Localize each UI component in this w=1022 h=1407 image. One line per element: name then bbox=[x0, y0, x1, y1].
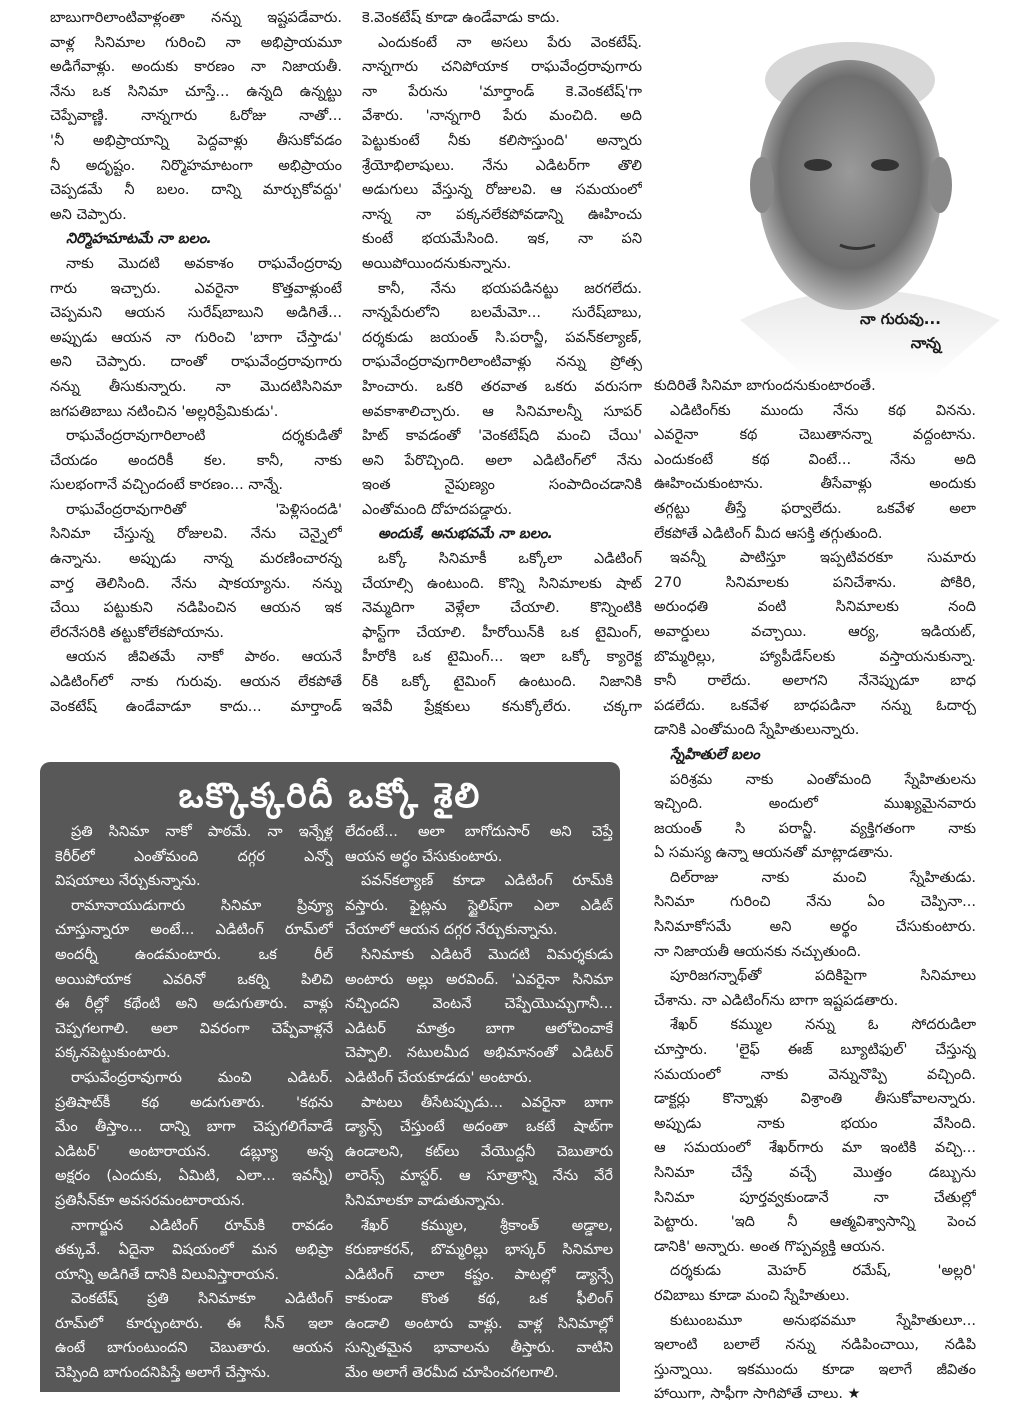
text-line: ఫాస్ట్‌గా చేయాలి. హీరోయిన్‌కి ఒక టైమింగ్, bbox=[362, 624, 642, 641]
text-line: పడలేదు. ఒకవేళ బాధపడినా నన్ను ఓదార్చ bbox=[654, 697, 976, 714]
text-line: హాయిగా, సాఫీగా సాగిపోతే చాలు. ★ bbox=[654, 1386, 861, 1403]
text-line: కెరీర్‌లో ఎంతోమంది దగ్గర ఎన్నో bbox=[55, 848, 333, 865]
text-line: ప్రతిసీన్‌కూ అవసరమంటారాయన. bbox=[55, 1192, 246, 1209]
photo-caption bbox=[860, 307, 941, 355]
text-line: మేం తీస్తాం... దాన్ని బాగా చెప్పగలిగేవాడే bbox=[55, 1119, 333, 1136]
text-line: శ్రేయోభిలాషులు. నేను ఎడిటర్‌గా తొలి bbox=[362, 157, 642, 174]
text-line: రూమ్‌లో కూర్చుంటారు. ఈ సీన్ ఇలా bbox=[55, 1315, 333, 1332]
text-line: విషయాలు నేర్చుకున్నాను. bbox=[55, 873, 201, 890]
text-line: ఎడిటింగ్ చాలా కష్టం. పాటల్లో డ్యాన్సే bbox=[345, 1266, 613, 1283]
article-column-1 bbox=[50, 6, 342, 719]
text-line: తగ్గట్టు తీస్తే ఫర్వాలేదు. ఒకవేళ అలా bbox=[654, 500, 976, 517]
text-line: చెప్పగలగాలి. అలా వివరంగా చెప్పేవాళ్లనే bbox=[55, 1020, 333, 1037]
text-line: లేకపోతే ఎడిటింగ్ మీద ఆసక్తి తగ్గుతుంది. bbox=[654, 525, 883, 542]
text-line: వాళ్ల సినిమాల గురించి నా అభిప్రాయమూ bbox=[50, 34, 342, 51]
box-column-1 bbox=[55, 820, 333, 1386]
text-line: వేశారు. 'నాన్నగారి పేరు మంచిది. అది bbox=[362, 108, 642, 125]
text-line: చూస్తున్నారూ అంటే... ఎడిటింగ్ రూమ్‌లో bbox=[55, 922, 333, 939]
text-line: సినిమాలకూ వాడుతున్నాను. bbox=[345, 1192, 505, 1209]
text-line: చెప్పమని ఆయన సురేష్‌బాబుని అడిగితే... bbox=[50, 305, 342, 322]
text-line: కాకుండా కొంత కథ, ఒక ఫీలింగ్ bbox=[345, 1291, 613, 1308]
text-line: చెప్పడమే నీ బలం. దాన్ని మార్చుకోవద్దు' bbox=[50, 182, 342, 199]
text-line: హిట్ కావడంతో 'వెంకటేష్‌ది మంచి చేయి' bbox=[362, 428, 642, 445]
text-line: స్తున్నాయి. ఇకముందు కూడా ఇలాగే జీవితం bbox=[654, 1361, 976, 1378]
text-line: తక్కువే. ఏదైనా విషయంలో మన అభిప్రా bbox=[55, 1242, 333, 1259]
text-line: సులభంగానే వచ్చిందంటే కారణం... నాన్నే. bbox=[50, 477, 283, 494]
text-line: అయిపోయాక ఎవరినో ఒకర్ని పిలిచి bbox=[55, 971, 333, 988]
text-line: లేరనేసరికి తట్టుకోలేకపోయాను. bbox=[50, 624, 224, 641]
text-line: ఉంటే బాగుంటుందని చెబుతారు. ఆయన bbox=[55, 1340, 333, 1357]
article-column-3 bbox=[654, 374, 976, 1407]
text-line: కుటుంబమూ అనుభవమూ స్నేహితులూ... bbox=[670, 1312, 976, 1329]
text-line: ఎవరైనా కథ చెబుతానన్నా వద్దంటాను. bbox=[654, 427, 976, 444]
text-line: 'నీ అభిప్రాయాన్ని పెద్దవాళ్లు తీసుకోవడం bbox=[50, 132, 342, 149]
box-column-2 bbox=[345, 820, 613, 1386]
text-line: మేం అలాగే తెరమీద చూపించగలగాలి. bbox=[345, 1365, 559, 1382]
text-line: ప్రతి సినిమా నాకో పాఠమే. నా ఇన్నేళ్ల bbox=[71, 824, 333, 840]
text-line: రామానాయుడుగారు సినిమా ప్రివ్యూ bbox=[71, 897, 333, 914]
text-line: ఇవన్నీ పాటిస్తూ ఇప్పటివరకూ సుమారు bbox=[670, 550, 976, 567]
text-line: కుదిరితే సినిమా బాగుందనుకుంటారంతే. bbox=[654, 378, 876, 394]
section-subheading: నిర్మొహమాటమే నా బలం. bbox=[66, 231, 212, 248]
text-line: లేదంటే... అలా బాగోదుసార్ అని చెప్తే bbox=[345, 824, 613, 840]
text-line: పెట్టారు. 'ఇది నీ ఆత్మవిశ్వాసాన్ని పెంచ bbox=[654, 1214, 976, 1231]
text-line: ఆయన అర్థం చేసుకుంటారు. bbox=[345, 848, 503, 865]
text-line: డాక్టర్లు కొన్నాళ్లు విశ్రాంతి తీసుకోవాలన్నారు. bbox=[654, 1091, 976, 1108]
text-line: ఉండాలని, కట్‌లు వేయొద్దనీ చెబుతారు bbox=[345, 1143, 613, 1160]
section-subheading: అందుకే, అనుభవమే నా బలం. bbox=[378, 526, 553, 543]
text-line: వెంకటేష్ ఉండేవాడూ కాదు... మార్తాండ్ bbox=[50, 698, 342, 715]
text-line: నా పేరును 'మార్తాండ్ కె.వెంకటేష్'గా bbox=[362, 83, 642, 100]
text-line: అడుగులు వేస్తున్న రోజులవి. ఆ సమయంలో bbox=[362, 182, 642, 199]
text-line: సినిమాకోసమే అని అర్థం చేసుకుంటారు. bbox=[654, 919, 976, 936]
text-line: లారెన్స్ మాస్టర్. ఆ సూత్రాన్ని నేను వేరే bbox=[345, 1168, 613, 1185]
text-line: ఇలాంటి బలాలే నన్ను నడిపించాయి, నడిపి bbox=[654, 1337, 976, 1354]
text-line: నచ్చిందని వెంటనే చెప్పేయొచ్చుగానీ... bbox=[345, 996, 613, 1013]
text-line: డ్యాన్స్ చేస్తుంటే అదంతా ఒకటే షాట్‌గా bbox=[345, 1119, 613, 1136]
text-line: రాఘవేంద్రరావుగారు మంచి ఎడిటర్. bbox=[71, 1069, 333, 1086]
text-line: నన్ను తీసుకున్నారు. నా మొదటిసినిమా bbox=[50, 378, 342, 395]
text-line: సమయంలో నాకు వెన్నునొప్పి వచ్చింది. bbox=[654, 1066, 976, 1083]
text-line: ఎడిటర్ మాత్రం బాగా ఆలోచించాకే bbox=[345, 1020, 613, 1037]
text-line: కానీ రాలేదు. అలాగని నేనెప్పుడూ బాధ bbox=[654, 673, 976, 690]
text-line: హీరోకి ఒక టైమింగ్... ఇలా ఒక్కో క్యారెక్ట bbox=[362, 649, 642, 666]
text-line: శేఖర్ కమ్ముల నన్ను ఓ సోదరుడిలా bbox=[670, 1017, 976, 1034]
text-line: అవకాశాలిచ్చారు. ఆ సినిమాలన్నీ సూపర్ bbox=[362, 403, 642, 420]
text-line: ఈ రీల్లో కథేంటి అని అడుగుతారు. వాళ్లు bbox=[55, 996, 333, 1013]
text-line: నాన్న నా పక్కనలేకపోవడాన్ని ఊహించు bbox=[362, 206, 642, 223]
text-line: ఏ సమస్య ఉన్నా ఆయనతో మాట్లాడతాను. bbox=[654, 845, 894, 862]
text-line: అక్షరం (ఎందుకు, ఏమిటి, ఎలా... ఇవన్నీ) bbox=[55, 1168, 333, 1185]
text-line: ప్రతిషాట్‌కీ కథ అడుగుతారు. 'కథను bbox=[55, 1094, 333, 1111]
text-line: చెప్పేవాణ్ణి. నాన్నగారు ఓరోజు నాతో... bbox=[50, 108, 342, 125]
text-line: జయంత్ సి పరాన్జీ. వ్యక్తిగతంగా నాకు bbox=[654, 820, 976, 837]
text-line: చెప్పింది బాగుందనిపిస్తే అలాగే చేస్తాను. bbox=[55, 1365, 271, 1382]
box-title: ఒక్కొక్కరిదీ ఒక్కో శైలి bbox=[178, 776, 482, 816]
text-line: ఎడిటింగ్‌లో నాకు గురువు. ఆయన లేకపోతే bbox=[50, 674, 342, 691]
text-line: నా నిజాయతీ ఆయనకు నచ్చుతుంది. bbox=[654, 943, 862, 960]
text-line: 270 సినిమాలకు పనిచేశాను. పోకిరి, bbox=[654, 574, 976, 591]
caption-line: నా గురువు... bbox=[860, 310, 941, 328]
text-line: ఎడిటింగ్ చేయకూడదు' అంటారు. bbox=[345, 1069, 533, 1086]
text-line: పరిశ్రమ నాకు ఎంతోమంది స్నేహితులను bbox=[670, 771, 976, 788]
sidebar-box bbox=[40, 762, 620, 1392]
text-line: సినిమా గురించి నేను ఏం చెప్పినా... bbox=[654, 894, 976, 911]
text-line: యాన్ని అడిగితే దానికి విలువిస్తారాయన. bbox=[55, 1266, 280, 1283]
text-line: సినిమా పూర్తవ్వకుండానే నా చేతుల్లో bbox=[654, 1189, 976, 1206]
section-subheading: స్నేహితులే బలం bbox=[670, 746, 760, 763]
text-line: ర్‌కి ఒక్కో టైమింగ్ ఉంటుంది. నిజానికి bbox=[362, 674, 642, 691]
text-line: సున్నితమైన భావాలను తీస్తారు. వాటిని bbox=[345, 1340, 613, 1357]
text-line: దిల్‌రాజు నాకు మంచి స్నేహితుడు. bbox=[670, 869, 976, 886]
text-line: నీ అదృష్టం. నిర్మొహమాటంగా అభిప్రాయం bbox=[50, 157, 342, 174]
text-line: డానికి' అన్నారు. అంత గొప్పవ్యక్తి ఆయన. bbox=[654, 1238, 886, 1255]
text-line: ఉన్నాను. అప్పుడు నాన్న మరణించారన్న bbox=[50, 551, 342, 568]
text-line: అరుంధతి వంటి సినిమాలకు నంది bbox=[654, 599, 976, 616]
text-line: అడిగేవాళ్లు. అందుకు కారణం నా నిజాయతీ. bbox=[50, 59, 342, 76]
text-line: కె.వెంకటేష్ కూడా ఉండేవాడు కాదు. bbox=[362, 10, 560, 26]
text-line: పక్కనపెట్టుకుంటారు. bbox=[55, 1045, 171, 1062]
text-line: ఇచ్చింది. అందులో ముఖ్యమైనవారు bbox=[654, 796, 976, 813]
text-line: నాగార్జున ఎడిటింగ్ రూమ్‌కి రావడం bbox=[71, 1217, 333, 1234]
text-line: జగపతిబాబు నటించిన 'అల్లరిప్రేమికుడు'. bbox=[50, 403, 279, 420]
text-line: గారు ఇచ్చారు. ఎవరైనా కొత్తవాళ్లుంటే bbox=[50, 280, 342, 297]
text-line: పెట్టుకుంటే నీకు కలిసొస్తుంది' అన్నారు bbox=[362, 132, 642, 149]
text-line: చెప్పాలి. నటులమీద అభిమానంతో ఎడిటర్ bbox=[345, 1045, 613, 1062]
text-line: పూరిజగన్నాథ్‌తో పదికిపైగా సినిమాలు bbox=[670, 968, 976, 985]
text-line: సినిమాకు ఎడిటరే మొదటి విమర్శకుడు bbox=[361, 946, 613, 963]
text-line: సినిమా చేస్తున్న రోజులవి. నేను చెన్నైలో bbox=[50, 526, 342, 543]
text-line: వస్తారు. ఫైట్లను స్టైలిష్‌గా ఎలా ఎడిట్ bbox=[345, 897, 613, 914]
text-line: కుంటే భయమేసింది. ఇక, నా పని bbox=[362, 231, 642, 248]
text-line: నాన్నపేరులోని బలమేమో... సురేష్‌బాబు, bbox=[362, 305, 642, 322]
text-line: అప్పుడు ఆయన నా గురించి 'బాగా చేస్తాడు' bbox=[50, 329, 342, 346]
text-line: నెమ్మదిగా వెళ్లేలా చేయాలి. కొన్నింటికి bbox=[362, 600, 642, 617]
text-line: శేఖర్ కమ్ముల, శ్రీకాంత్ అడ్డాల, bbox=[361, 1217, 613, 1234]
text-line: చేయి పట్టుకుని నడిపించిన ఆయన ఇక bbox=[50, 600, 342, 617]
article-column-2 bbox=[362, 6, 642, 719]
text-line: సినిమా చేస్తే వచ్చే మొత్తం డబ్బును bbox=[654, 1165, 976, 1181]
text-line: రాఘవేంద్రరావుగారితో 'పెళ్లిసందడి' bbox=[66, 501, 342, 518]
text-line: పవన్‌కల్యాణ్ కూడా ఎడిటింగ్ రూమ్‌కి bbox=[361, 873, 613, 890]
text-line: ఇంత నైపుణ్యం సంపాదించడానికి bbox=[362, 477, 642, 494]
text-line: ఇవేవీ ప్రేక్షకులు కనుక్కోలేరు. చక్కగా bbox=[362, 698, 642, 715]
text-line: ఉండాలి అంటారు వాళ్లు. వాళ్ల సినిమాల్లో bbox=[345, 1315, 613, 1332]
text-line: నాన్నగారు చనిపోయాక రాఘవేంద్రరావుగారు bbox=[362, 59, 642, 76]
text-line: బొమ్మరిల్లు, హ్యాపీడేస్‌లకు వస్తాయనుకున్నా. bbox=[654, 648, 976, 665]
text-line: ఎంతోమంది దోహదపడ్డారు. bbox=[362, 501, 513, 518]
text-line: కరుణాకరన్, బొమ్మరిల్లు భాస్కర్ సినిమాల bbox=[345, 1242, 613, 1259]
text-line: ఎందుకంటే కథ వింటే... నేను అది bbox=[654, 451, 976, 468]
text-line: అందర్నీ ఉండమంటారు. ఒక రీల్ bbox=[55, 946, 333, 963]
text-line: ఊహించుకుంటాను. తీసేవాళ్లు అందుకు bbox=[654, 476, 976, 493]
text-line: దర్శకుడు మెహర్ రమేష్, 'అల్లరి' bbox=[670, 1263, 976, 1280]
text-line: రాఘవేంద్రరావుగారిలాంటివాళ్లు నన్ను ప్రోత్స bbox=[362, 354, 642, 371]
text-line: దర్శకుడు జయంత్ సి.పరాన్జీ, పవన్‌కల్యాణ్, bbox=[362, 329, 642, 346]
text-line: అంటారు అల్లు అరవింద్. 'ఎవరైనా సినిమా bbox=[345, 971, 613, 988]
text-line: చేయాల్సి ఉంటుంది. కొన్ని సినిమాలకు షాట్ bbox=[362, 575, 642, 592]
text-line: అయిపోయిందనుకున్నాను. bbox=[362, 255, 512, 272]
text-line: ఆ సమయంలో శేఖర్‌గారు మా ఇంటికి వచ్చి... bbox=[654, 1140, 976, 1157]
text-line: వార్త తెలిసింది. నేను షాకయ్యాను. నన్ను bbox=[50, 575, 342, 592]
text-line: ఎడిటర్' అంటారాయన. డబ్ల్యూ అన్న bbox=[55, 1143, 333, 1160]
text-line: ఎడిటింగ్‌కు ముందు నేను కథ వినను. bbox=[670, 402, 976, 419]
text-line: వెంకటేష్ ప్రతి సినిమాకూ ఎడిటింగ్ bbox=[71, 1291, 333, 1308]
text-line: అని చెప్పారు. bbox=[50, 206, 127, 223]
text-line: పాటలు తీసేటప్పుడు... ఎవరైనా బాగా bbox=[361, 1094, 613, 1111]
text-line: అప్పుడు నాకు భయం వేసింది. bbox=[654, 1115, 976, 1132]
text-line: చేయడం అందరికీ కల. కానీ, నాకు bbox=[50, 452, 342, 469]
text-line: అవార్డులు వచ్చాయి. ఆర్య, ఇడియట్, bbox=[654, 623, 976, 640]
text-line: అని పేరొచ్చింది. అలా ఎడిటింగ్‌లో నేను bbox=[362, 452, 642, 469]
text-line: ఒక్కో సినిమాకీ ఒక్కోలా ఎడిటింగ్ bbox=[378, 551, 642, 568]
text-line: హించారు. ఒకరి తరవాత ఒకరు వరుసగా bbox=[362, 378, 642, 395]
text-line: నాకు మొదటి అవకాశం రాఘవేంద్రరావు bbox=[66, 255, 342, 272]
text-line: ఆయన జీవితమే నాకో పాఠం. ఆయనే bbox=[66, 649, 342, 666]
text-line: చేయాలో ఆయన దగ్గర నేర్చుకున్నాను. bbox=[345, 922, 558, 939]
text-line: బాబుగారిలాంటివాళ్లంతా నన్ను ఇష్టపడేవారు. bbox=[50, 10, 342, 26]
text-line: రాఘవేంద్రరావుగారిలాంటి దర్శకుడితో bbox=[66, 428, 342, 445]
text-line: డానికి ఎంతోమంది స్నేహితులున్నారు. bbox=[654, 722, 860, 739]
text-line: చూస్తారు. 'లైఫ్ ఈజ్ బ్యూటిఫుల్' చేస్తున్న bbox=[654, 1042, 976, 1059]
text-line: కానీ, నేను భయపడినట్టు జరగలేదు. bbox=[378, 280, 642, 297]
caption-line: నాన్న bbox=[910, 334, 941, 352]
text-line: నేను ఒక సినిమా చూస్తే... ఉన్నది ఉన్నట్టు bbox=[50, 83, 342, 100]
text-line: రవిబాబు కూడా మంచి స్నేహితులు. bbox=[654, 1287, 850, 1304]
text-line: అని చెప్పారు. దాంతో రాఘవేంద్రరావుగారు bbox=[50, 354, 342, 371]
text-line: చేశాను. నా ఎడిటింగ్‌ను బాగా ఇష్టపడతారు. bbox=[654, 992, 899, 1009]
text-line: ఎందుకంటే నా అసలు పేరు వెంకటేష్. bbox=[378, 34, 642, 51]
